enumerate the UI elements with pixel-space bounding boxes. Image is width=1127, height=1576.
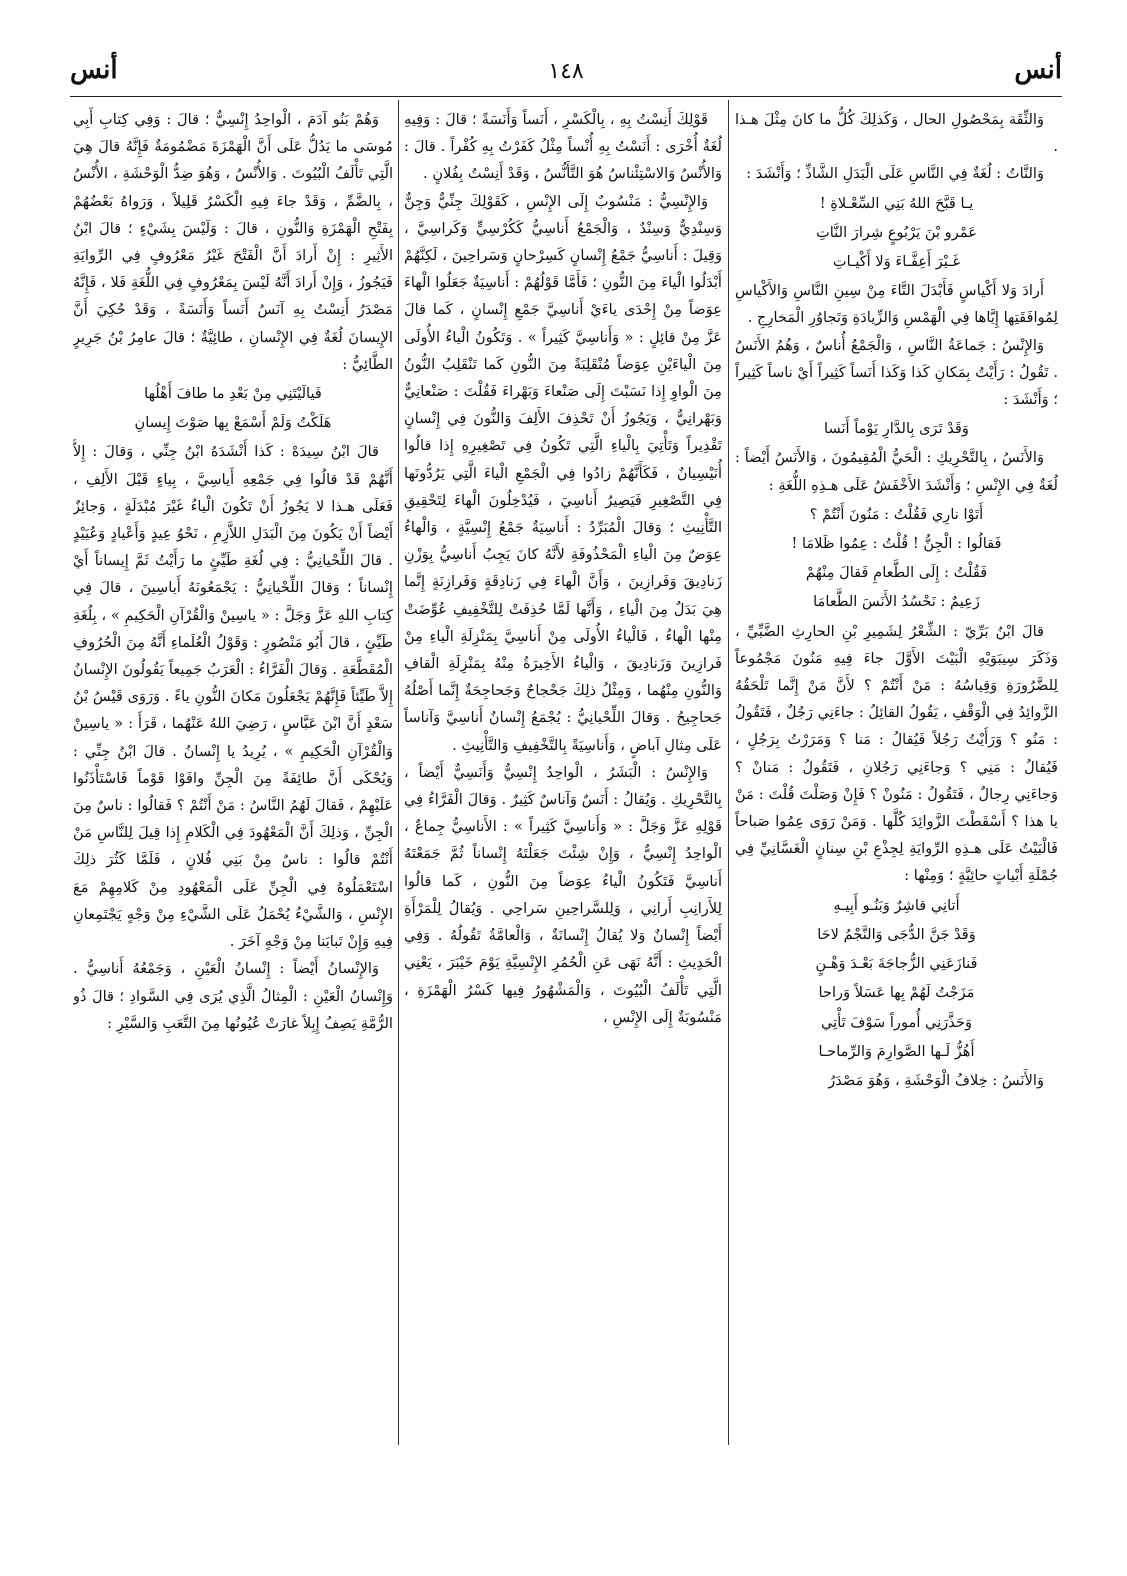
verse-line: مَزَجْتُ لَهُمْ بِها عَسَلاً وَراحا (818, 984, 975, 1002)
column-divider (398, 100, 399, 1445)
paragraph: قالَ ابْنُ سِيدَهْ : كَذا أَنْشَدَهُ ابْنُ جِنِّي ، وَقالَ : إِلاَّ أَنَّهُمْ قَدْ قالُوا فِي جَمْعِهِ أَياسِيَّ ، بِياءٍ قَبْلَ الأَلِفِ ، فَعَلَى هـذا لا يَجُوزُ أَنْ تَكُونَ الْياءُ غَيْرَ مُبْدَلَةٍ ، وَجائِزٌ أَيْضاً أَنْ يَكُونَ مِنَ الْبَدَلِ اللاَّزِمِ ، نَحْوُ عِيدٍ وَأَعْيادٍ وَعُيَيْدٍ . قالَ اللِّحْيانِيُّ : فِي لُغَةِ طَيِّئٍ ما رَأَيْتُ ثَمَّ إِيساناً أَيْ إِنْساناً ؛ وَقالَ اللِّحْيانِيُّ : يَجْمَعُونَهُ أَياسِينَ ، قالَ فِي كِتابِ اللهِ عَزَّ وَجَلَّ : « ياسِينْ وَالْقُرْآنِ الْحَكِيمِ » ، بِلُغَةِ طَيِّئٍ ، قالَ أَبُو مَنْصُورٍ : وَقَوْلُ الْعُلَماءِ أَنَّهُ مِنَ الْحُرُوفِ الْمُقَطَّعَةِ . وَقالَ الْفَرَّاءُ : الْعَرَبُ جَمِيعاً يَقُولُونَ الإِنْسانُ إِلاَّ طَيِّئاً فَإِنَّهُمْ يَجْعَلُونَ مَكانَ النُّونِ ياءً . وَرَوَى قَيْسُ بْنُ سَعْدٍ أَنَّ ابْنَ عَبَّاسٍ ، رَضِيَ اللهُ عَنْهُما ، قَرَأَ : « ياسِينْ وَالْقُرْآنِ الْحَكِيمِ » ، يُرِيدُ يا إِنْسانُ . قالَ ابْنُ جِنِّي : وَيُحْكَى أَنَّ طائِفَةً مِنَ الْجِنِّ وافَوْا قَوْماً فَاسْتَأْذَنُوا عَلَيْهِمْ ، فَقالَ لَهُمُ النَّاسُ : مَنْ أَنْتُمْ ؟ فَقالُوا : ناسٌ مِنَ الْجِنِّ ، وَذلِكَ أَنَّ الْمَعْهُودَ فِي الْكَلامِ إِذا قِيلَ لِلنَّاسِ مَنْ أَنْتُمْ قالُوا : ناسٌ مِنْ بَنِي فُلانٍ ، فَلَمَّا كَثُرَ ذلِكَ اسْتَعْمَلُوهُ فِي الْجِنِّ عَلَى الْمَعْهُودِ مِنْ كَلامِهِمْ مَعَ الإِنْسِ ، وَالشَّيْءُ يُحْمَلُ عَلَى الشَّيْءِ مِنْ وَجْهٍ يَجْتَمِعانِ فِيهِ وَإِنْ تَبايَنا مِنْ وَجْهٍ آخَرَ . (73, 443, 393, 951)
paragraph: وَالإِنْسانُ أَيْضاً : إِنْسانُ الْعَيْنِ ، وَجَمْعُهُ أَناسِيُّ . وَإِنْسانُ الْعَيْنِ : الْمِثالُ الَّذِي يُرَى فِي السَّوادِ ؛ قالَ ذُو الرُّمَّةِ يَصِفُ إِبِلاً غارَتْ عُيُونُها مِنَ التَّعَبِ وَالسَّيْرِ : (73, 960, 393, 1032)
verse-line: وَحَذَّرَنِي أُموراً سَوْفَ تَأْتِي (820, 1013, 973, 1031)
verse-line: فَقُلْتُ : إِلَى الطَّعامِ فَقالَ مِنْهُمْ (805, 564, 988, 582)
paragraph: وَهُمْ بَنُو آدَمَ ، الْواحِدُ إِنْسِيٌّ ؛ قالَ : وَفِي كِتابِ أَبِي مُوسَى ما يَدُلُّ عَلَى أَنَّ الْهَمْزَةَ مَضْمُومَةٌ فَإِنَّهُ قالَ هِيَ الَّتِي تَأْلَفُ الْبُيُوتَ . وَالأُنْسُ ، وَهُوَ ضِدُّ الْوَحْشَةِ ، الأُنْسُ ، بِالضَّمِّ ، وَقَدْ جاءَ فِيهِ الْكَسْرُ قَلِيلاً ، وَرَواهُ بَعْضُهُمْ بِفَتْحِ الْهَمْزَةِ وَالنُّونِ ، قالَ : وَلَيْسَ بِشَيْءٍ ؛ قالَ ابْنُ الأَثِيرِ : إِنْ أَرادَ أَنَّ الْفَتْحَ غَيْرُ مَعْرُوفٍ فِي الرِّوايَةِ فَيَجُوزُ ، وَإِنْ أَرادَ أَنَّهُ لَيْسَ بِمَعْرُوفٍ فِي اللُّغَةِ فَلا ، فَإِنَّهُ مَصْدَرُ أَنِسْتُ بِهِ آنَسُ أَنَساً وَأَنَسَةً ، وَقَدْ حُكِيَ أَنَّ الإِيسانَ لُغَةٌ فِي الإِنْسانِ ، طائِيَّةٌ ؛ قالَ عامِرُ بْنُ جَرِيرٍ الطَّائِيُّ : (73, 111, 393, 373)
paragraph: وَالثِّقَة بِمَحْصُولِ الحال ، وَكَذلِكَ كُلُّ ما كانَ مِثْلَ هـذا . (735, 111, 1058, 156)
verse-line: فَقالُوا : الْجِنُّ ! قُلْتُ : عِمُوا ظَلامَا ! (791, 535, 1002, 553)
verse-line: وَقَدْ جَنَّ الدُّجَى وَالنَّجْمُ لاحَا (817, 925, 976, 943)
paragraph: وَالإِنْسِيُّ : مَنْسُوبٌ إِلَى الإِنْسِ ، كَقَوْلِكَ جِنِّيٌّ وَجِنٌّ وَسِنْدِيٌّ وَسِنْدٌ ، وَالْجَمْعُ أَناسِيُّ كَكُرْسِيٍّ وَكَراسِيَّ ، وَقِيلَ : أَناسِيُّ جَمْعُ إِنْسانٍ كَسِرْحانٍ وَسَراحِينَ ، لَكِنَّهُمْ أَبْدَلُوا الْياءَ مِنَ النُّونِ ؛ فَأَمَّا قَوْلُهُمْ : أَناسِيَةٌ جَعَلُوا الْهاءَ عِوَضاً مِنْ إِحْدَى ياءَيْ أَناسِيَّ جَمْعِ إِنْسانٍ ، كَما قالَ عَزَّ مِنْ قائِلٍ : « وَأَناسِيَّ كَثِيراً » . وَتَكُونُ الْياءُ الأُولَى مِنَ الْياءَيْنِ عِوَضاً مُنْقَلِبَةً مِنَ النُّونِ كَما تَنْقَلِبُ النُّونُ مِنَ الْواوِ إِذا نَسَبْتَ إِلَى صَنْعاءَ وَبَهْراءَ فَقُلْتَ : صَنْعانِيٌّ وَبَهْرانِيٌّ ، وَيَجُوزُ أَنْ تَحْذِفَ الأَلِفَ وَالنُّونَ فِي إِنْسانٍ تَقْدِيراً وَتَأْتِيَ بِالْياءِ الَّتِي تَكُونُ فِي تَصْغِيرِهِ إِذا قالُوا أُنَيْسِيانٌ ، فَكَأَنَّهُمْ زادُوا فِي الْجَمْعِ الْياءَ الَّتِي يَرُدُّونَها فِي التَّصْغِيرِ فَيَصِيرُ أَناسِيَ ، فَيُدْخِلُونَ الْهاءَ لِتَحْقِيقِ التَّأْنِيثِ ؛ وَقالَ الْمُبَرِّدُ : أَناسِيَةٌ جَمْعُ إِنْسِيَّةٍ ، وَالْهاءُ عِوَضٌ مِنَ الْياءِ الْمَحْذُوفَةِ لأَنَّهُ كانَ يَجِبُ أَناسِيُّ بِوَزْنِ زَنادِيقَ وَفَرازِينَ ، وَأَنَّ الْهاءَ فِي زَنادِقَةٍ وَفَرازِنَةٍ إِنَّما هِيَ بَدَلٌ مِنَ الْياءِ ، وَأَنَّها لَمَّا حُذِفَتْ لِلتَّخْفِيفِ عُوِّضَتْ مِنْها الْهاءُ ، فَالْياءُ الأُولَى مِنْ أَناسِيَّ بِمَنْزِلَةِ الْياءِ مِنْ فَرازِينَ وَزَنادِيقَ ، وَالْياءُ الأَخِيرَةُ مِنْهُ بِمَنْزِلَةِ الْقافِ وَالنُّونِ مِنْهُما ، وَمِثْلُ ذلِكَ جَحْجاحٌ وَجَحاجِحَةٌ إِنَّما أَصْلُهُ جَحاجِيحُ . وَقالَ اللِّحْيانِيُّ : يُجْمَعُ إِنْسانٌ أَناسِيَّ وَآناساً عَلَى مِثالِ آباضٍ ، وَأَناسِيَةً بِالتَّخْفِيفِ وَالتَّأْنِيثِ . (404, 192, 722, 754)
paragraph: قَوْلِكَ أَنِسْتُ بِهِ ، بِالْكَسْرِ ، أَنَساً وَأَنَسَةً ؛ قالَ : وَفِيهِ لُغَةٌ أُخْرَى : أَنَسْتُ بِهِ أُنْساً مِثْلُ كَفَرْتُ بِهِ كُفْراً . قالَ : وَالأُنْسُ وَالاسْتِئْناسُ هُوَ التَّأَنُّسُ ، وَقَدْ أَنِسْتُ بِفُلانٍ . (404, 111, 722, 183)
verse-line: وَقَدْ تَرَى بِالدَّارِ يَوْماً أَنَسا (824, 420, 969, 438)
verse-line: أَهُزُّ لَـها الصَّوارِمَ وَالرِّماحـا (818, 1042, 975, 1060)
verse-line: عَمْرو بْنَ يَرْبُوعٍ شِرارَ النَّاتِ (816, 223, 977, 241)
column-right (735, 106, 1058, 1446)
page-header (70, 55, 1062, 95)
paragraph: وَالأَنَسُ ، بِالتَّحْرِيكِ : الْحَيُّ الْمُقِيمُونَ ، وَالأَنَسُ أَيْضاً : لُغَةٌ فِي الإِنْسِ ؛ وَأَنْشَدَ الأَخْفَشُ عَلَى هـذِهِ اللُّغَةِ : (735, 449, 1058, 494)
column-left (73, 106, 393, 1446)
header-rule (70, 96, 1062, 97)
verse-line: هَلَكْتُ وَلَمْ أَسْمَعْ بِها صَوْتَ إِيسانِ (134, 414, 332, 432)
column-divider (728, 100, 729, 1445)
verse-line: زَعِيمٌ : نَحْسُدُ الأَنَسَ الطَّعامَا (813, 593, 980, 611)
column-middle (404, 106, 722, 1446)
verse-line: فَنازَعَنِي الزُّجاجَةَ بَعْـدَ وَهْـنٍ (815, 955, 978, 973)
running-head-right: أنس (1014, 55, 1062, 85)
paragraph: قالَ ابْنُ بَرِّيّ : الشِّعْرُ لِشَمِيرِ بْنِ الحارِثِ الضَّبِّيِّ ، وَذَكَرَ سِيبَوَيْهِ الْبَيْتَ الأَوَّلَ جاءَ فِيهِ مَنُونَ مَجْمُوعاً لِلضَّرُورَةِ وَقِياسُهُ : مَنْ أَنْتُمْ ؟ لأَنَّ مَنْ إِنَّما تَلْحَقُهُ الزَّوائِدُ فِي الْوَقْفِ ، يَقُولُ القائِلُ : جاءَنِي رَجُلٌ ، فَتَقُولُ : مَنُو ؟ وَرَأَيْتُ رَجُلاً فَيُقالُ : مَنا ؟ وَمَرَرْتُ بِرَجُلٍ ، فَيُقالُ : مَنِي ؟ وَجاءَنِي رَجُلانِ ، فَتَقُولُ : مَنانْ ؟ وَجاءَنِي رِجالٌ ، فَتَقُولُ : مَنُونْ ؟ فَإِنْ وَصَلْتَ قُلْتَ : مَنْ يا هذا ؟ أَسْقَطْتَ الزَّوائِدَ كُلَّها . وَمَنْ رَوَى عِمُوا صَباحاً فَالْبَيْتُ عَلَى هـذِهِ الرِّوايَةِ لِجِذْعِ بْنِ سِنانٍ الْغَسَّانِيِّ فِي جُمْلَةِ أَبْياتٍ حائِيَّةٍ ؛ وَمِنْها : (735, 622, 1058, 885)
running-head-left: أنس (70, 55, 118, 85)
paragraph: وَالأَنَسُ : خِلافُ الْوَحْشَةِ ، وَهُوَ مَصْدَرُ (828, 1071, 1044, 1089)
paragraph: وَالإِنْسُ : جَماعَةُ النَّاسِ ، وَالْجَمْعُ أُناسٌ ، وَهُمُ الأَنَسُ . تَقُولُ : رَأَيْتُ بِمَكانِ كَذا وَكَذا أَنَساً كَثِيراً أَيْ ناساً كَثِيراً ؛ وَأَنْشَدَ : (735, 336, 1058, 409)
verse-line: يـا قَبَّحَ اللهُ بَنِي السِّعْـلاةِ ! (819, 194, 974, 212)
paragraph: وَالنَّاتُ : لُغَةٌ فِي النَّاسِ عَلَى الْبَدَلِ الشَّاذِّ ؛ وَأَنْشَدَ : (746, 165, 1044, 183)
paragraph: أَرادَ وَلا أَكْياسٍ فَأَبْدَلَ التَّاءَ مِنْ سِينِ النَّاسِ وَالأَكْياسِ لِمُوافَقَتِها إِيَّاها فِي الْهَمْسِ وَالزِّيادَةِ وَتَجاوُرِ الْمَخارِجِ . (735, 282, 1058, 327)
verse-line: غَـيْرَ أَعِفَّـاءَ وَلا أَكْيـاتِ (832, 253, 961, 271)
paragraph: وَالإِنْسُ : الْبَشَرُ ، الْواحِدُ إِنْسِيٌّ وَأَنَسِيٌّ أَيْضاً ، بِالتَّحْرِيكِ . وَيُقالُ : أَنَسٌ وَآناسٌ كَثِيرٌ . وَقالَ الْفَرَّاءُ فِي قَوْلِهِ عَزَّ وَجَلَّ : « وَأَناسِيَّ كَثِيراً » : الأَناسِيُّ جِماعٌ ، الْواحِدُ إِنْسِيٌّ ، وَإِنْ شِئْتَ جَعَلْتَهُ إِنْساناً ثُمَّ جَمَعْتَهُ أَناسِيَّ فَتَكُونُ الْياءُ عِوَضاً مِنَ النُّونِ ، كَما قالُوا لِلأَرانِبِ أَرانِي ، وَلِلسَّراحِينِ سَراحِي . وَيُقالُ لِلْمَرْأَةِ أَيْضاً إِنْسانٌ وَلا يُقالُ إِنْسانَةٌ ، وَالْعامَّةُ تَقُولُهُ . وَفِي الْحَدِيثِ : أَنَّهُ نَهَى عَنِ الْحُمُرِ الإِنْسِيَّةِ يَوْمَ خَيْبَرَ ، يَعْنِي الَّتِي تَأْلَفُ الْبُيُوتَ ، وَالْمَشْهُورُ فِيها كَسْرُ الْهَمْزَةِ ، مَنْسُوبَةٌ إِلَى الإِنْسِ ، (404, 763, 722, 1026)
page-number: ١٤٨ (548, 59, 584, 84)
verse-line: أَتانِي قاشِرٌ وَبَنُـو أَبِيـهِ (833, 896, 960, 914)
verse-line: فَيالَيْتَنِي مِنْ بَعْدِ ما طافَ أَهْلُها (144, 385, 322, 403)
verse-line: أَتَوْا نارِي فَقُلْتُ : مَنُونَ أَنْتُمْ ؟ (809, 505, 984, 523)
